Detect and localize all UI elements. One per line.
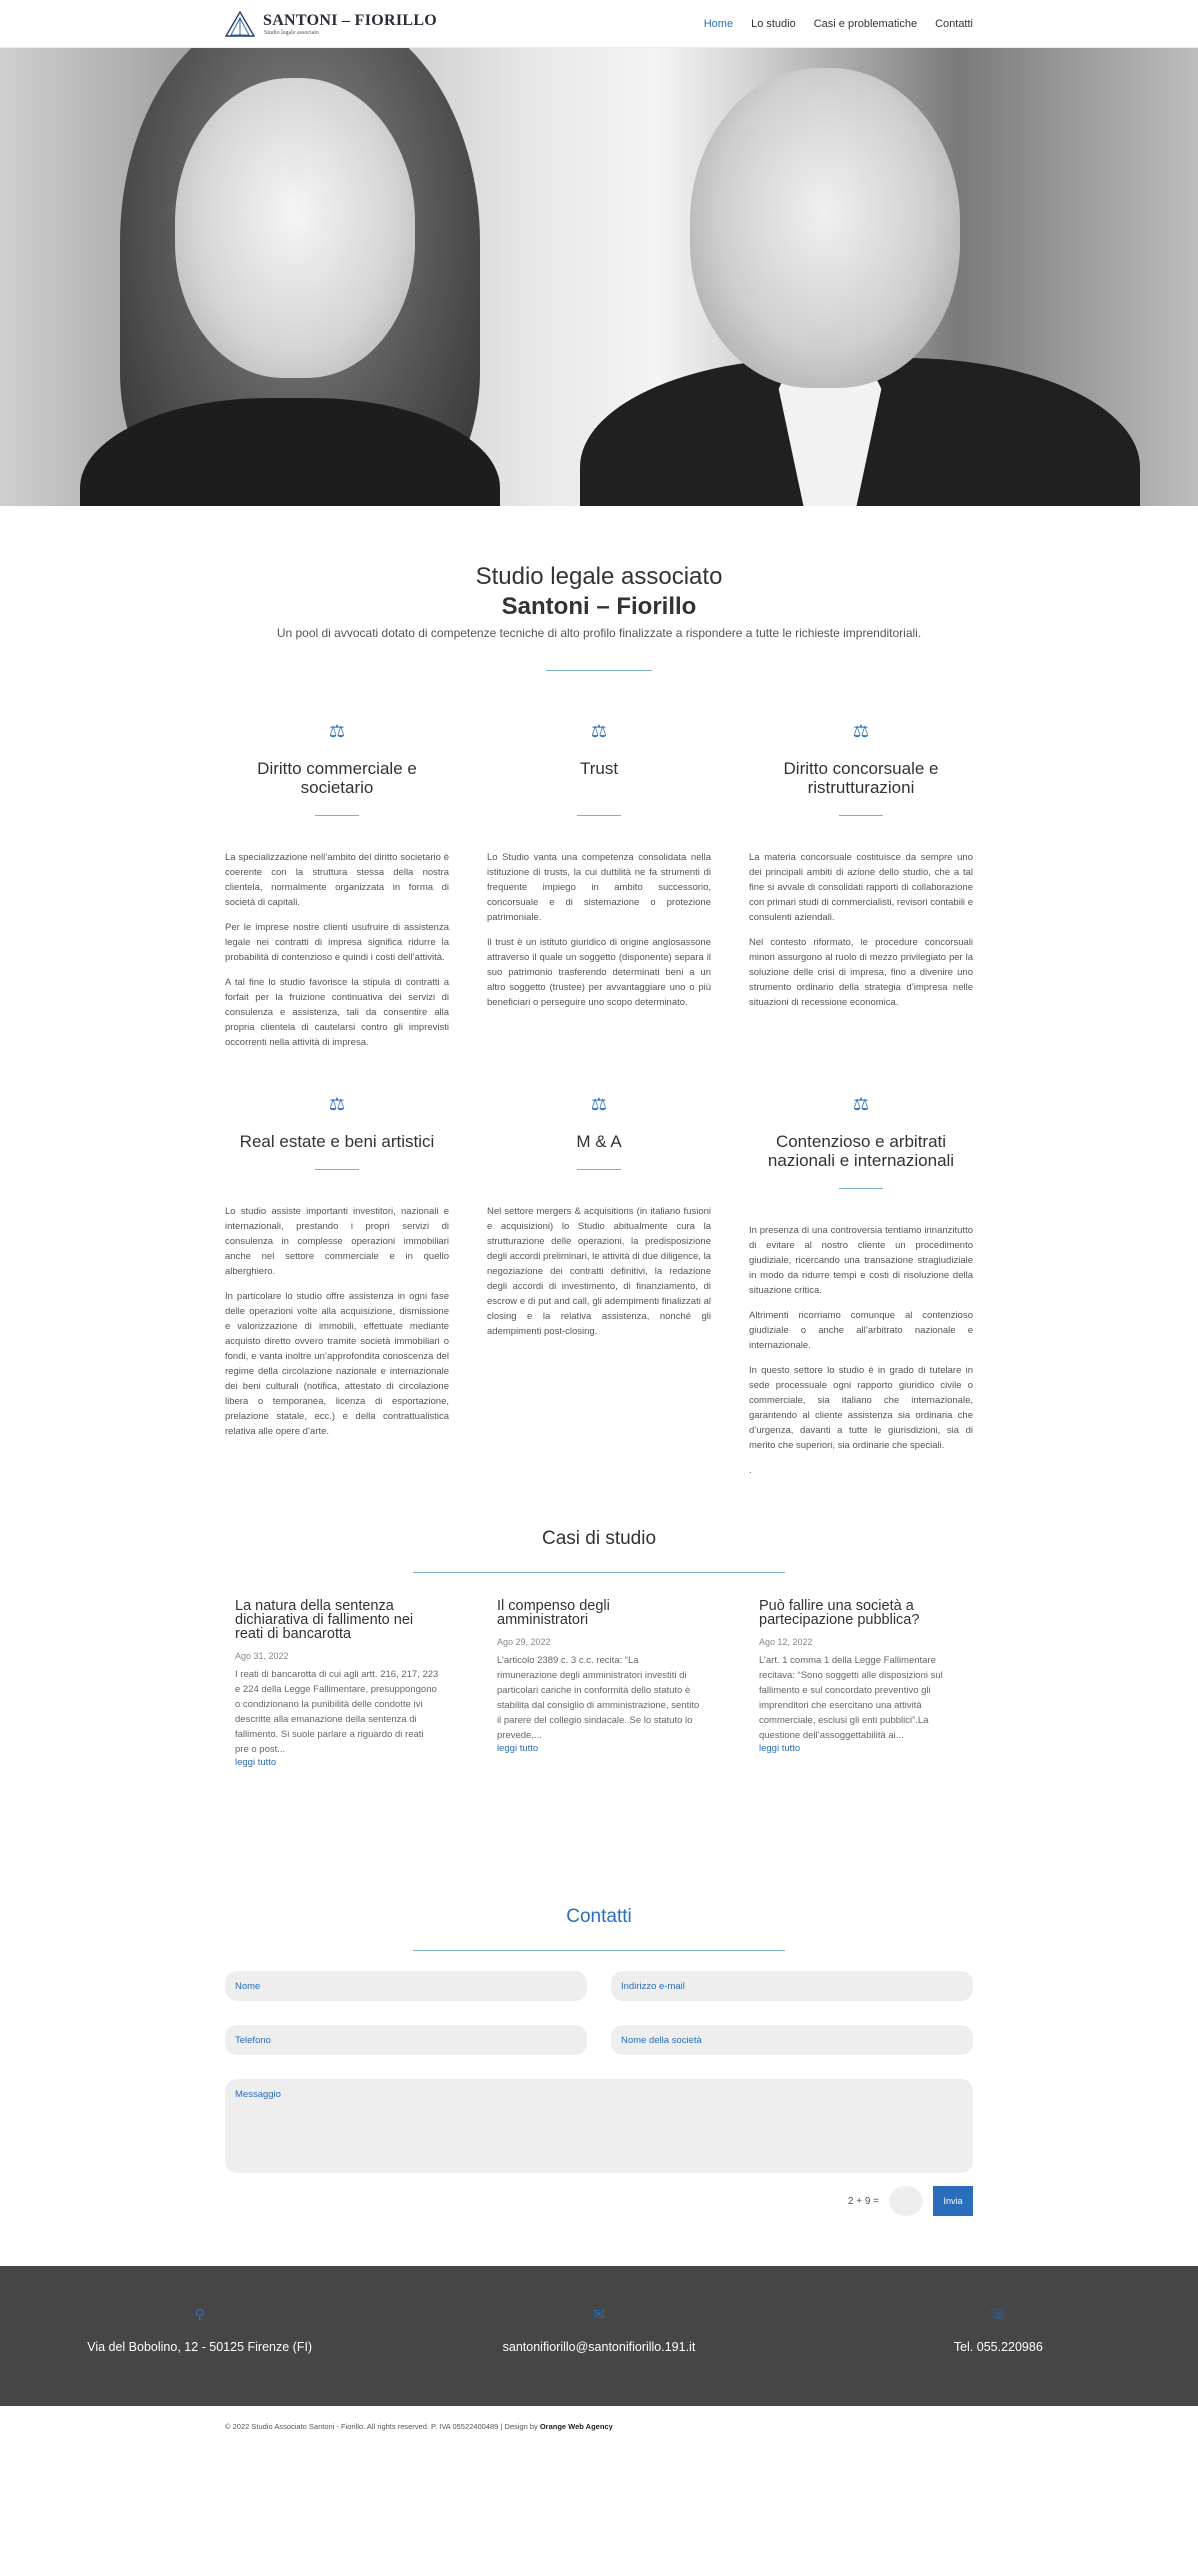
footer-email-text[interactable]: santonifiorillo@santonifiorillo.191.it (502, 2340, 696, 2354)
name-input[interactable] (225, 1971, 587, 2001)
casi-divider (413, 1572, 785, 1573)
site-header (0, 0, 1198, 48)
service-title: Diritto concorsuale e ristrutturazioni (783, 759, 939, 797)
post-card (487, 1599, 711, 1768)
service-title: Contenzioso e arbitrati nazionali e internazionali (767, 1132, 955, 1170)
intro (0, 506, 1198, 671)
service-title: Diritto commerciale e societario (257, 759, 417, 797)
intro-divider (546, 670, 652, 671)
service-paragraph: Per le imprese nostre clienti usufruire di assistenza legale nei contratti di impresa significa ridurre la probabilità di contenzioso e quindi i costi dell’attività. (225, 922, 449, 963)
scales-icon: ⚖ (590, 721, 608, 741)
scales-icon: ⚖ (852, 721, 870, 741)
contatti-section (0, 1906, 1198, 2216)
intro-line2: Santoni – Fiorillo (501, 593, 697, 620)
hero-photo (0, 48, 1198, 506)
main-nav (704, 18, 973, 30)
site-footer (0, 2266, 1198, 2406)
footer-address-text: Via del Bobolino, 12 - 50125 Firenze (FI) (87, 2340, 313, 2354)
envelope-icon: ✉ (593, 2306, 605, 2322)
service-paragraph: La materia concorsuale costituisce da sempre uno dei principali ambiti di azione dello studio, che a tal fine si avvale di consolidati rapporti di collaborazione con primari studi di commercialisti, revisori contabili e consulenti aziendali. (749, 852, 973, 923)
read-more-link[interactable]: leggi tutto (497, 1743, 539, 1754)
post-title[interactable]: La natura della sentenza dichiarativa di fallimento nei reati di bancarotta (235, 1598, 414, 1642)
post-date: Ago 29, 2022 (497, 1637, 551, 1647)
post-excerpt: I reati di bancarotta di cui agli artt. 216, 217, 223 e 224 della Legge Fallimentare, presuppongono o condizionano la punibilità delle condotte ivi descritte alla emanazione della sentenza di fallimento. Si suole parlare a riguardo di reati pre o post... (235, 1669, 439, 1755)
nav-lo-studio[interactable]: Lo studio (751, 18, 796, 30)
company-input[interactable] (611, 2025, 973, 2055)
copyright-bar (225, 2406, 973, 2447)
phone-icon: ☏ (989, 2306, 1008, 2322)
logo-triangle-icon (225, 11, 255, 37)
post-title[interactable]: Il compenso degli amministratori (497, 1598, 610, 1628)
footer-phone-text[interactable]: Tel. 055.220986 (953, 2340, 1043, 2354)
service-paragraph: Lo Studio vanta una competenza consolidata nella istituzione di trusts, la cui duttilità ne fa strumenti di frequente impiego in ambito successorio, concorsuale e di sistemazione o protezione patrimoniale. (487, 852, 711, 923)
service-divider (315, 1169, 359, 1170)
service-divider (315, 815, 359, 816)
post-excerpt: L’art. 1 comma 1 della Legge Fallimentare recitava: “Sono soggetti alle disposizioni sul fallimento e sul concordato preventivo gli imprenditori che esercitano una attività commerciale, esclusi gli enti pubblici”.La questione dell’assoggettabilità ai... (759, 1655, 943, 1741)
service-paragraph: Il trust è un istituto giuridico di origine anglosassone attraverso il quale un soggetto (disponente) separa il suo patrimonio trasferendo determinati beni a un altro soggetto (trustee) per avvantaggiare uno o più beneficiari o perseguire uno scopo determinato. (487, 937, 711, 1008)
service-divider (839, 1188, 883, 1189)
service-paragraph: Altrimenti ricorriamo comunque al contenzioso giudiziale o anche all’arbitrato nazionale e internazionale. (749, 1310, 973, 1351)
footer-phone (799, 2306, 1198, 2354)
service-diritto-commerciale (225, 721, 449, 1060)
services-row-2 (225, 1094, 973, 1488)
service-paragraph: La specializzazione nell’ambito del diritto societario è coerente con la struttura stessa della nostra clientela, normalmente organizzata in forma di società di capitali. (225, 852, 449, 908)
map-pin-icon: ⚲ (194, 2306, 205, 2322)
service-concorsuale (749, 721, 973, 1060)
logo-subtitle: Studio legale associato (264, 30, 319, 36)
scales-icon: ⚖ (590, 1094, 608, 1114)
service-trust (487, 721, 711, 1060)
post-card (749, 1599, 973, 1768)
captcha-input[interactable] (889, 2186, 923, 2216)
post-date: Ago 12, 2022 (759, 1637, 813, 1647)
service-paragraph: Nel contesto riformato, le procedure concorsuali minori assurgono al ruolo di mezzo privilegiato per la soluzione delle crisi di impresa, fino a divenire uno strumento ordinario della strategia d’impresa nelle situazioni di recessione economica. (749, 937, 973, 1008)
service-paragraph: Lo studio assiste importanti investitori, nazionali e internazionali, prestando i propri servizi di consulenza in complesse operazioni immobiliari anche nel settore commerciale e in quello alberghiero. (225, 1206, 449, 1277)
post-excerpt: L’articolo 2389 c. 3 c.c. recita: “La rimunerazione degli amministratori investiti di particolari cariche in conformità dello statuto è stabilita dal consiglio di amministrazione, sentito il parere del collegio sindacale. Se lo statuto lo prevede,... (497, 1655, 700, 1741)
post-card (225, 1599, 449, 1768)
footer-email (399, 2306, 798, 2354)
service-paragraph: In presenza di una controversia tentiamo innanzitutto di evitare al nostro cliente un procedimento giudiziale, ricercando una transazione stragiudiziale in modo da ridurre tempi e costi di risoluzione della situazione critica. (749, 1225, 973, 1296)
captcha-question: 2 + 9 = (847, 2195, 879, 2207)
service-paragraph: A tal fine lo studio favorisce la stipula di contratti a forfait per la fruizione continuativa dei servizi di consulenza e assistenza, tali da consentire alla propria clientela di cautelarsi contro gli imprevisti occorrenti nella attività di impresa. (225, 977, 449, 1048)
contatti-divider (413, 1950, 785, 1951)
logo-title: SANTONI – FIORILLO (263, 12, 438, 29)
read-more-link[interactable]: leggi tutto (235, 1757, 277, 1768)
nav-casi[interactable]: Casi e problematiche (813, 18, 918, 30)
service-contenzioso (749, 1094, 973, 1488)
intro-tagline: Un pool di avvocati dotato di competenze tecniche di alto profilo finalizzate a rispondere a tutte le richieste imprenditoriali. (276, 626, 922, 640)
phone-input[interactable] (225, 2025, 587, 2055)
intro-line1: Studio legale associato (475, 563, 723, 590)
service-paragraph: Nel settore mergers & acquisitions (in italiano fusioni e acquisizioni) lo Studio abitualmente cura la strutturazione delle operazioni, la predisposizione degli accordi preliminari, le attività di due diligence, la negoziazione dei contratti definitivi, la redazione degli accordi di investimento, di finanziamento, di escrow e di put and call, gli adempimenti finalizzati al closing e la relativa assistenza, nonché gli adempimenti post-closing. (487, 1206, 711, 1337)
nav-home[interactable]: Home (703, 18, 734, 30)
scales-icon: ⚖ (328, 721, 346, 741)
logo[interactable] (225, 11, 437, 37)
scales-icon: ⚖ (328, 1094, 346, 1114)
email-input[interactable] (611, 1971, 973, 2001)
service-paragraph: In particolare lo studio offre assistenza in ogni fase delle operazioni volte alla acquisizione, dismissione e valorizzazione di immobili, effettuate mediante acquisto diretto ovvero tramite società immobiliari o fondi, e vanta inoltre un’approfondita conoscenza del regime della circolazione nazionale e internazionale dei beni culturali (notifica, attestato di circolazione libera o temporanea, licenza di esportazione, prelazione statale, ecc.) e della contrattualistica relativa alle opere d’arte. (225, 1291, 449, 1437)
service-divider (839, 815, 883, 816)
contatti-title: Contatti (566, 1906, 632, 1927)
service-title: Trust (579, 759, 619, 778)
service-paragraph: In questo settore lo studio è in grado di tutelare in sede processuale ogni rapporto giuridico civile o commerciale, sia italiano che internazionale, garantendo al cliente assistenza sia ordinaria che d’urgenza, davanti a tutte le giurisdizioni, sia di merito che superiori, sia ordinarie che speciali. (749, 1365, 973, 1451)
agency-link[interactable]: Orange Web Agency (539, 2422, 613, 2431)
contact-form (225, 1971, 973, 2216)
post-date: Ago 31, 2022 (235, 1651, 289, 1661)
submit-button[interactable]: Invia (933, 2186, 973, 2216)
service-title: Real estate e beni artistici (239, 1132, 435, 1151)
service-title: M & A (576, 1132, 622, 1151)
post-title[interactable]: Può fallire una società a partecipazione pubblica? (759, 1598, 920, 1628)
footer-address (0, 2306, 399, 2354)
hero-person-left-face (175, 78, 415, 378)
service-real-estate (225, 1094, 449, 1488)
casi-title: Casi di studio (541, 1528, 657, 1549)
casi-section (0, 1528, 1198, 1768)
hero-person-right-face (690, 68, 960, 388)
service-m-and-a (487, 1094, 711, 1488)
service-divider (577, 815, 621, 816)
scales-icon: ⚖ (852, 1094, 870, 1114)
nav-contatti[interactable]: Contatti (935, 18, 973, 30)
services-row-1 (225, 721, 973, 1060)
service-paragraph: . (749, 1465, 752, 1476)
copyright-text: © 2022 Studio Associato Santoni - Fiorillo. All rights reserved. P. IVA 05522400489 | Design by (225, 2422, 538, 2431)
message-textarea[interactable] (225, 2079, 973, 2173)
read-more-link[interactable]: leggi tutto (759, 1743, 801, 1754)
service-divider (577, 1169, 621, 1170)
